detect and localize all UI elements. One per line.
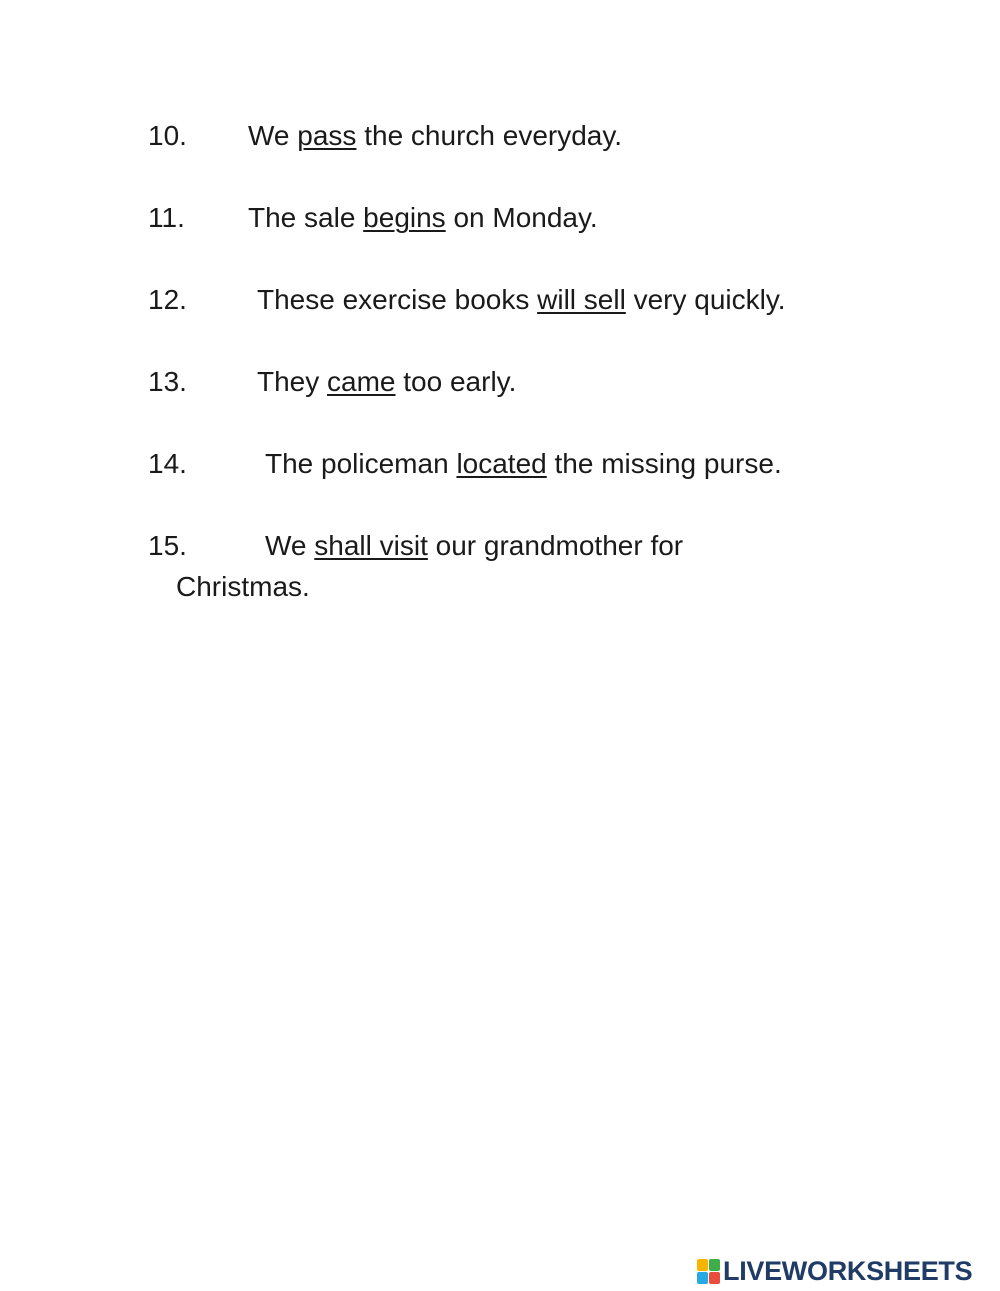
sentence-item-14 <box>148 443 908 484</box>
sentence-text-after: very quickly. <box>625 284 786 315</box>
sentence-text-after: on Monday. <box>445 202 598 233</box>
underlined-verb: pass <box>297 120 357 151</box>
sentence-text-after: too early. <box>395 366 517 397</box>
logo-tile <box>709 1259 720 1271</box>
logo-tile <box>697 1272 708 1284</box>
liveworksheets-logo <box>697 1256 972 1286</box>
logo-tile <box>697 1259 708 1271</box>
liveworksheets-logo-text: LIVEWORKSHEETS <box>723 1255 973 1286</box>
sentence-text-before: These exercise books <box>257 284 538 315</box>
sentence-item-12 <box>148 279 908 320</box>
underlined-verb: shall visit <box>314 530 428 561</box>
sentence-item-15 <box>148 525 908 607</box>
sentence-text-before: They <box>257 366 328 397</box>
sentence-item-10 <box>148 115 908 156</box>
item-number: 14. <box>148 448 187 479</box>
item-number: 10. <box>148 120 187 151</box>
sentence-text-before: We <box>265 530 315 561</box>
underlined-verb: begins <box>363 202 446 233</box>
item-number: 11. <box>148 202 185 233</box>
underlined-verb: will sell <box>537 284 626 315</box>
sentence-text-after: our grandmother for <box>427 530 684 561</box>
sentence-text-before: We <box>248 120 298 151</box>
sentence-text-before: The policeman <box>265 448 457 479</box>
sentence-continuation: Christmas. <box>176 571 310 602</box>
item-number: 13. <box>148 366 187 397</box>
sentence-text-after: the church everyday. <box>356 120 623 151</box>
underlined-verb: located <box>456 448 547 479</box>
sentence-text-after: the missing purse. <box>546 448 782 479</box>
sentence-text-before: The sale <box>248 202 364 233</box>
item-number: 15. <box>148 530 187 561</box>
sentence-item-13 <box>148 361 908 402</box>
logo-tile <box>709 1272 720 1284</box>
item-number: 12. <box>148 284 187 315</box>
underlined-verb: came <box>327 366 396 397</box>
liveworksheets-logo-icon <box>697 1259 720 1284</box>
sentence-item-11 <box>148 197 908 238</box>
